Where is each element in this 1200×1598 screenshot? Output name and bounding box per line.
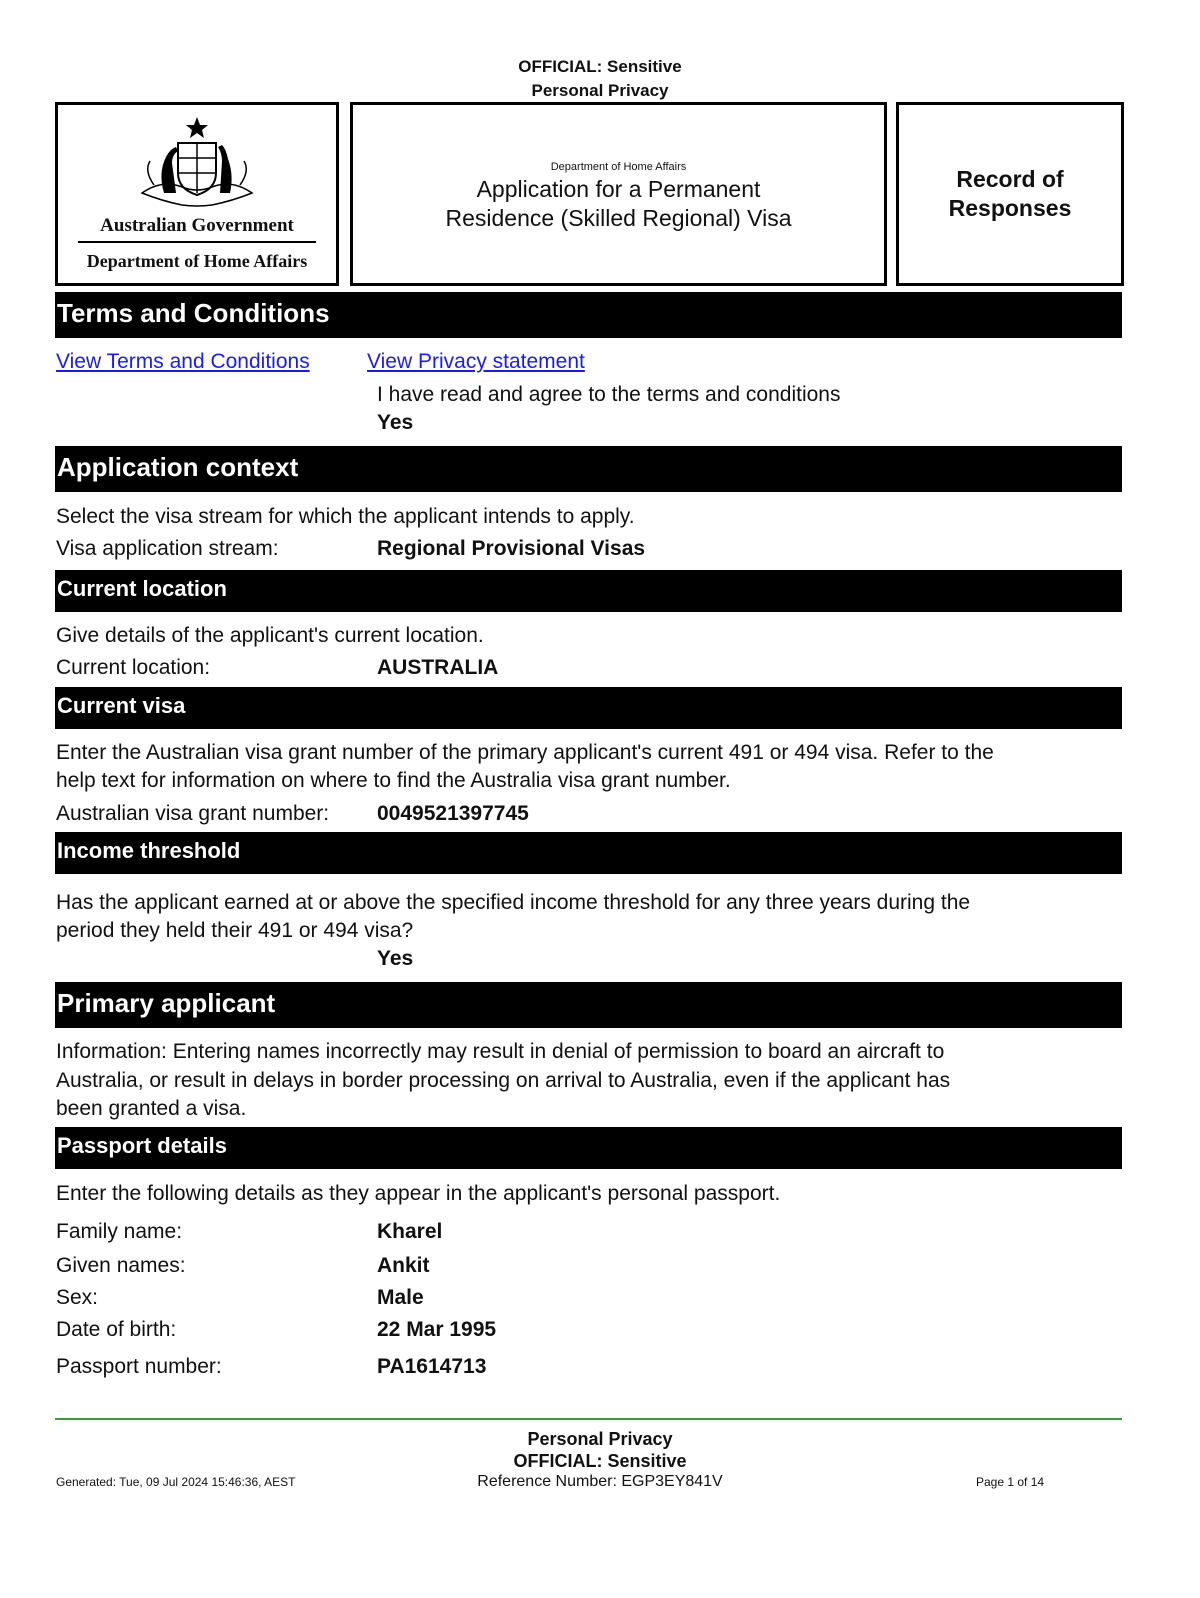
primary-info-line-2: Australia, or result in delays in border processing on arrival to Australia, even if the applicant has [56,1069,951,1092]
logo-divider [78,241,316,243]
application-title-line-2: Residence (Skilled Regional) Visa [445,205,792,231]
section-passport-details-heading: Passport details [55,1127,1122,1169]
sex-label: Sex: [56,1286,99,1309]
given-names-value: Ankit [377,1254,430,1277]
department-small-label: Department of Home Affairs [550,161,687,173]
primary-info-line-1: Information: Entering names incorrectly may result in denial of permission to board an aircraft to [56,1040,945,1063]
coat-of-arms-icon [134,113,260,211]
page-number: Page 1 of 14 [976,1475,1045,1489]
family-name-label: Family name: [56,1220,183,1243]
record-of-responses-label [949,165,1072,223]
sex-value: Male [377,1286,424,1309]
government-logo-box [55,102,339,286]
application-title-line-1: Application for a Permanent [476,176,761,202]
department-name: Department of Home Affairs [86,251,308,271]
given-names-label: Given names: [56,1254,186,1277]
classification-top: OFFICIAL: Sensitive [518,57,682,76]
current-location-label: Current location: [56,656,211,679]
form-title-box [350,102,887,286]
section-current-location-heading: Current location [55,570,1122,612]
agree-terms-question: I have read and agree to the terms and conditions [377,383,841,406]
current-location-value: AUSTRALIA [377,656,499,679]
passport-number-label: Passport number: [56,1355,222,1378]
visa-stream-instruction: Select the visa stream for which the applicant intends to apply. [56,505,635,528]
section-application-context-heading: Application context [55,446,1122,492]
family-name-value: Kharel [377,1220,443,1243]
primary-info-line-3: been granted a visa. [56,1097,247,1120]
record-line-1: Record of [956,166,1064,192]
passport-instruction: Enter the following details as they appear in the applicant's personal passport. [56,1182,781,1205]
view-privacy-link[interactable]: View Privacy statement [367,350,585,373]
current-location-instruction: Give details of the applicant's current location. [56,624,484,647]
record-line-2: Responses [948,195,1072,221]
section-terms-heading: Terms and Conditions [55,292,1122,338]
date-of-birth-value: 22 Mar 1995 [377,1318,497,1341]
view-terms-link[interactable]: View Terms and Conditions [56,350,310,373]
record-of-responses-box [896,102,1124,286]
visa-stream-label: Visa application stream: [56,537,279,560]
visa-grant-number-value: 0049521397745 [377,802,529,825]
footer-privacy: Personal Privacy [527,1429,673,1449]
date-of-birth-label: Date of birth: [56,1318,177,1341]
passport-number-value: PA1614713 [377,1355,487,1378]
visa-grant-instruction-line-1: Enter the Australian visa grant number of the primary applicant's current 491 or 494 visa. Refer to the [56,741,994,764]
section-income-threshold-heading: Income threshold [55,832,1122,874]
section-current-visa-heading: Current visa [55,687,1122,729]
income-question-line-2: period they held their 491 or 494 visa? [56,919,414,942]
government-name: Australian Government [100,215,294,236]
footer-divider [55,1418,1122,1420]
generated-timestamp: Generated: Tue, 09 Jul 2024 15:46:36, AEST [56,1475,296,1489]
agree-terms-value: Yes [377,411,414,434]
income-question-line-1: Has the applicant earned at or above the specified income threshold for any three years during the [56,891,971,914]
section-primary-applicant-heading: Primary applicant [55,982,1122,1028]
visa-grant-number-label: Australian visa grant number: [56,802,330,825]
footer-classification: OFFICIAL: Sensitive [513,1451,687,1471]
visa-grant-instruction-line-2: help text for information on where to find the Australia visa grant number. [56,769,731,792]
privacy-top: Personal Privacy [531,81,669,100]
reference-number: Reference Number: EGP3EY841V [477,1473,723,1490]
application-title [353,175,884,233]
income-threshold-value: Yes [377,947,414,970]
visa-stream-value: Regional Provisional Visas [377,537,646,560]
